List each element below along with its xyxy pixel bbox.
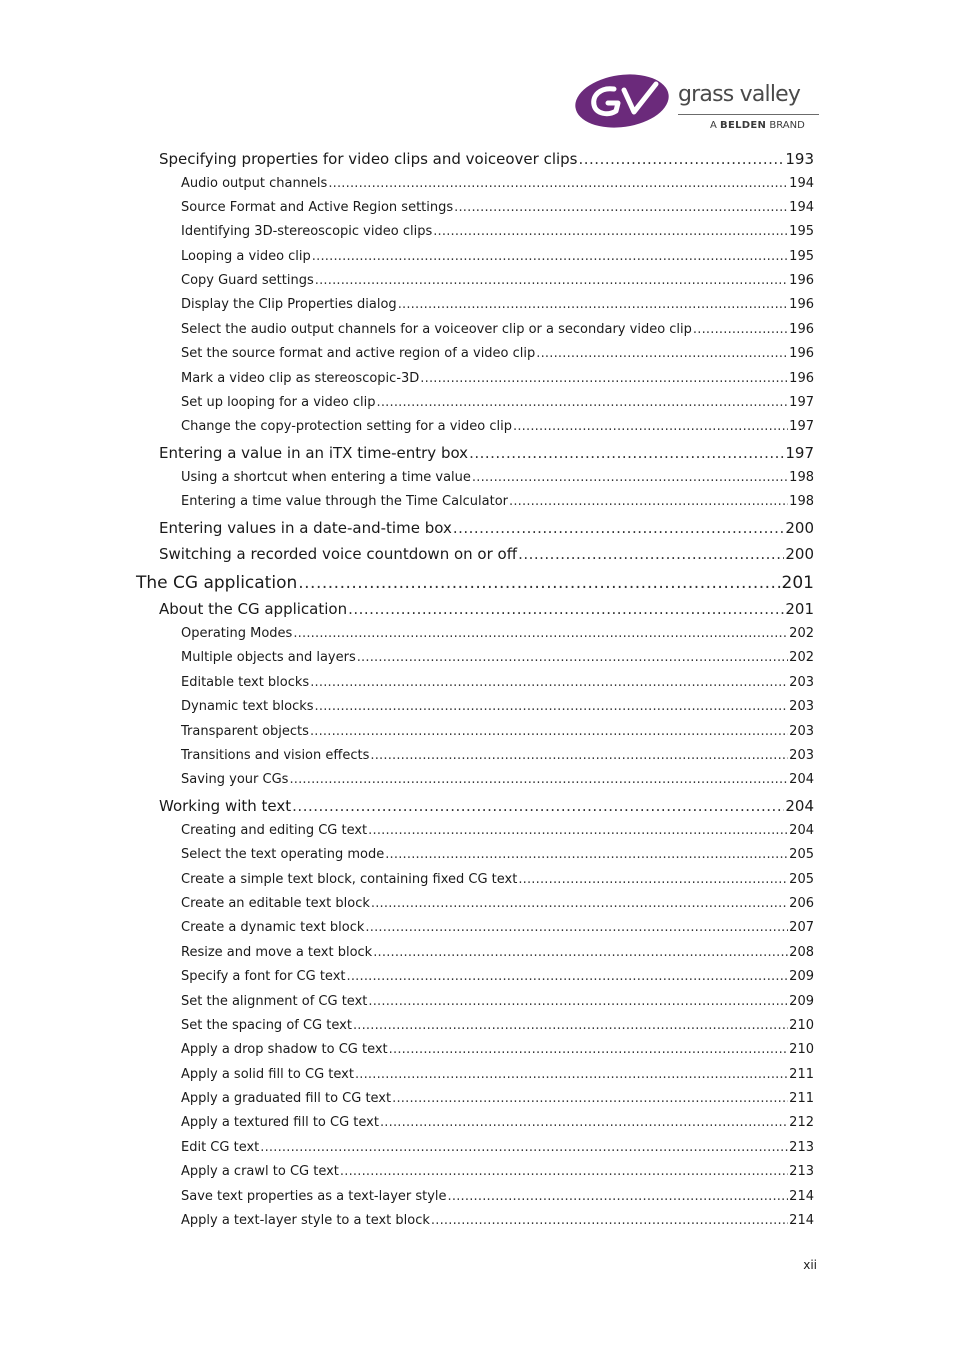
toc-entry-page: 210 bbox=[789, 1018, 814, 1033]
toc-entry-page: 213 bbox=[789, 1164, 814, 1179]
toc-entry-page: 204 bbox=[785, 797, 814, 815]
toc-entry-page: 205 bbox=[789, 872, 814, 887]
toc-dot-leader bbox=[340, 1164, 788, 1179]
toc-entry[interactable] bbox=[181, 494, 814, 509]
toc-dot-leader bbox=[693, 322, 788, 337]
toc-entry[interactable] bbox=[159, 519, 814, 537]
toc-entry[interactable] bbox=[181, 699, 814, 714]
toc-entry[interactable] bbox=[181, 1115, 814, 1130]
toc-entry-title: Set the source format and active region of a video clip bbox=[181, 346, 536, 361]
toc-entry-title: Identifying 3D-stereoscopic video clips bbox=[181, 224, 433, 239]
toc-entry-page: 207 bbox=[789, 920, 814, 935]
toc-dot-leader bbox=[328, 176, 788, 191]
toc-dot-leader bbox=[431, 1213, 788, 1228]
toc-entry-title: Select the text operating mode bbox=[181, 847, 385, 862]
toc-entry-title: Entering values in a date-and-time box bbox=[159, 519, 452, 537]
toc-entry-page: 211 bbox=[789, 1091, 814, 1106]
toc-entry-page: 197 bbox=[789, 395, 814, 410]
toc-entry-title: Entering a time value through the Time Calculator bbox=[181, 494, 509, 509]
toc-dot-leader bbox=[513, 419, 788, 434]
toc-entry-title: Audio output channels bbox=[181, 176, 328, 191]
toc-entry[interactable] bbox=[181, 249, 814, 264]
toc-entry[interactable] bbox=[181, 1018, 814, 1033]
toc-entry-title: Save text properties as a text-layer style bbox=[181, 1189, 447, 1204]
toc-dot-leader bbox=[380, 1115, 788, 1130]
toc-dot-leader bbox=[289, 772, 788, 787]
toc-entry-title: Create a simple text block, containing fixed CG text bbox=[181, 872, 518, 887]
toc-dot-leader bbox=[376, 395, 788, 410]
toc-entry-title: Set up looping for a video clip bbox=[181, 395, 376, 410]
toc-entry-page: 200 bbox=[785, 519, 814, 537]
toc-entry[interactable] bbox=[181, 969, 814, 984]
toc-entry[interactable] bbox=[181, 920, 814, 935]
toc-entry-title: Apply a graduated fill to CG text bbox=[181, 1091, 392, 1106]
toc-entry[interactable] bbox=[181, 823, 814, 838]
toc-entry[interactable] bbox=[181, 872, 814, 887]
toc-entry-title: Select the audio output channels for a voiceover clip or a secondary video clip bbox=[181, 322, 692, 337]
toc-dot-leader bbox=[292, 797, 784, 815]
toc-entry-title: Multiple objects and layers bbox=[181, 650, 356, 665]
toc-entry-title: Set the spacing of CG text bbox=[181, 1018, 352, 1033]
toc-entry[interactable] bbox=[181, 470, 814, 485]
toc-entry-page: 203 bbox=[789, 699, 814, 714]
toc-entry-title: Operating Modes bbox=[181, 626, 293, 641]
toc-entry-page: 212 bbox=[789, 1115, 814, 1130]
toc-entry-title: Change the copy-protection setting for a video clip bbox=[181, 419, 512, 434]
toc-entry[interactable] bbox=[181, 1189, 814, 1204]
toc-entry-title: The CG application bbox=[136, 573, 298, 593]
toc-entry-page: 198 bbox=[789, 494, 814, 509]
toc-entry[interactable] bbox=[181, 675, 814, 690]
toc-dot-leader bbox=[389, 1042, 789, 1057]
toc-entry-title: Specifying properties for video clips and voiceover clips bbox=[159, 150, 578, 168]
toc-dot-leader bbox=[579, 150, 785, 168]
toc-entry[interactable] bbox=[181, 1042, 814, 1057]
toc-entry-page: 194 bbox=[789, 176, 814, 191]
toc-entry-page: 197 bbox=[785, 444, 814, 462]
page-number: xii bbox=[803, 1258, 817, 1272]
toc-entry-title: Transitions and vision effects bbox=[181, 748, 370, 763]
brand-tagline-prefix: A bbox=[710, 120, 717, 131]
toc-entry-title: Create an editable text block bbox=[181, 896, 370, 911]
toc-entry[interactable] bbox=[181, 176, 814, 191]
toc-entry-page: 211 bbox=[789, 1067, 814, 1082]
toc-entry[interactable] bbox=[181, 650, 814, 665]
toc-entry[interactable] bbox=[181, 224, 814, 239]
toc-dot-leader bbox=[310, 724, 788, 739]
toc-entry-page: 214 bbox=[789, 1213, 814, 1228]
toc-dot-leader bbox=[448, 1189, 789, 1204]
toc-entry[interactable] bbox=[181, 419, 814, 434]
toc-entry-title: Specify a font for CG text bbox=[181, 969, 346, 984]
toc-entry[interactable] bbox=[181, 724, 814, 739]
toc-entry-page: 203 bbox=[789, 748, 814, 763]
toc-entry-page: 196 bbox=[789, 273, 814, 288]
toc-entry-page: 193 bbox=[785, 150, 814, 168]
toc-entry-page: 213 bbox=[789, 1140, 814, 1155]
toc-dot-leader bbox=[433, 224, 788, 239]
toc-entry-page: 209 bbox=[789, 994, 814, 1009]
toc-dot-leader bbox=[260, 1140, 788, 1155]
brand-tagline-bold: BELDEN bbox=[720, 120, 767, 131]
toc-entry-title: Apply a solid fill to CG text bbox=[181, 1067, 354, 1082]
toc-entry[interactable] bbox=[159, 545, 814, 563]
toc-entry[interactable] bbox=[159, 444, 814, 462]
toc-entry-page: 195 bbox=[789, 224, 814, 239]
toc-entry[interactable] bbox=[181, 945, 814, 960]
toc-entry-title: Saving your CGs bbox=[181, 772, 289, 787]
toc-dot-leader bbox=[469, 444, 784, 462]
toc-entry-title: Resize and move a text block bbox=[181, 945, 373, 960]
toc-entry[interactable] bbox=[181, 1091, 814, 1106]
toc-entry-page: 210 bbox=[789, 1042, 814, 1057]
toc-entry-page: 204 bbox=[789, 772, 814, 787]
grass-valley-logo bbox=[574, 72, 822, 134]
toc-entry[interactable] bbox=[181, 346, 814, 361]
brand-tagline-suffix: BRAND bbox=[769, 120, 805, 131]
toc-entry-page: 202 bbox=[789, 650, 814, 665]
toc-dot-leader bbox=[518, 545, 784, 563]
toc-dot-leader bbox=[365, 920, 788, 935]
toc-entry-title: Dynamic text blocks bbox=[181, 699, 314, 714]
toc-entry-page: 206 bbox=[789, 896, 814, 911]
toc-entry[interactable] bbox=[181, 200, 814, 215]
toc-entry-title: Copy Guard settings bbox=[181, 273, 314, 288]
toc-dot-leader bbox=[315, 273, 788, 288]
toc-entry-page: 202 bbox=[789, 626, 814, 641]
toc-entry[interactable] bbox=[181, 1067, 814, 1082]
toc-entry-page: 196 bbox=[789, 371, 814, 386]
toc-dot-leader bbox=[368, 994, 788, 1009]
toc-entry-title: Apply a drop shadow to CG text bbox=[181, 1042, 388, 1057]
toc-dot-leader bbox=[370, 748, 788, 763]
toc-entry-title: Apply a crawl to CG text bbox=[181, 1164, 339, 1179]
brand-name: grass valley bbox=[678, 82, 801, 107]
toc-entry[interactable] bbox=[181, 748, 814, 763]
toc-dot-leader bbox=[454, 200, 788, 215]
toc-entry-title: Mark a video clip as stereoscopic-3D bbox=[181, 371, 420, 386]
toc-dot-leader bbox=[298, 573, 780, 593]
toc-entry[interactable] bbox=[181, 626, 814, 641]
toc-entry-title: Apply a text-layer style to a text block bbox=[181, 1213, 430, 1228]
toc-entry-title: Display the Clip Properties dialog bbox=[181, 297, 397, 312]
toc-dot-leader bbox=[536, 346, 788, 361]
toc-entry[interactable] bbox=[159, 797, 814, 815]
toc-dot-leader bbox=[392, 1091, 788, 1106]
toc-dot-leader bbox=[346, 969, 788, 984]
toc-entry[interactable] bbox=[181, 896, 814, 911]
toc-entry-title: Set the alignment of CG text bbox=[181, 994, 368, 1009]
toc-entry-page: 196 bbox=[789, 322, 814, 337]
toc-entry[interactable] bbox=[181, 1164, 814, 1179]
toc-entry-page: 200 bbox=[785, 545, 814, 563]
toc-entry-page: 196 bbox=[789, 297, 814, 312]
toc-entry-page: 194 bbox=[789, 200, 814, 215]
toc-entry-title: Looping a video clip bbox=[181, 249, 311, 264]
toc-entry-page: 197 bbox=[789, 419, 814, 434]
brand-tagline bbox=[710, 120, 805, 131]
toc-entry[interactable] bbox=[181, 1140, 814, 1155]
toc-dot-leader bbox=[293, 626, 788, 641]
toc-entry-page: 196 bbox=[789, 346, 814, 361]
toc-dot-leader bbox=[310, 675, 788, 690]
brand-divider bbox=[678, 114, 819, 115]
toc-entry-title: About the CG application bbox=[159, 600, 348, 618]
gv-logo-icon bbox=[574, 72, 678, 130]
toc-entry-title: Entering a value in an iTX time-entry box bbox=[159, 444, 469, 462]
toc-entry-page: 209 bbox=[789, 969, 814, 984]
toc-dot-leader bbox=[453, 519, 785, 537]
toc-entry[interactable] bbox=[181, 371, 814, 386]
toc-dot-leader bbox=[472, 470, 788, 485]
toc-dot-leader bbox=[353, 1018, 788, 1033]
toc-entry[interactable] bbox=[181, 395, 814, 410]
toc-entry[interactable] bbox=[181, 847, 814, 862]
toc-entry-page: 195 bbox=[789, 249, 814, 264]
toc-entry-page: 208 bbox=[789, 945, 814, 960]
toc-dot-leader bbox=[355, 1067, 788, 1082]
toc-entry-page: 214 bbox=[789, 1189, 814, 1204]
toc-dot-leader bbox=[315, 699, 789, 714]
toc-entry-title: Create a dynamic text block bbox=[181, 920, 365, 935]
toc-entry[interactable] bbox=[181, 772, 814, 787]
toc-entry[interactable] bbox=[136, 573, 814, 593]
toc-entry[interactable] bbox=[159, 600, 814, 618]
toc-entry-title: Working with text bbox=[159, 797, 292, 815]
toc-dot-leader bbox=[371, 896, 788, 911]
toc-entry[interactable] bbox=[181, 273, 814, 288]
toc-entry-title: Creating and editing CG text bbox=[181, 823, 368, 838]
toc-dot-leader bbox=[368, 823, 788, 838]
toc-entry-page: 203 bbox=[789, 675, 814, 690]
toc-dot-leader bbox=[312, 249, 788, 264]
toc-dot-leader bbox=[357, 650, 788, 665]
toc-entry-page: 201 bbox=[785, 600, 814, 618]
toc-dot-leader bbox=[518, 872, 788, 887]
toc-entry-title: Edit CG text bbox=[181, 1140, 260, 1155]
toc-dot-leader bbox=[348, 600, 784, 618]
toc-entry-page: 204 bbox=[789, 823, 814, 838]
toc-dot-leader bbox=[398, 297, 788, 312]
toc-dot-leader bbox=[373, 945, 788, 960]
toc-entry-page: 203 bbox=[789, 724, 814, 739]
toc-entry-title: Apply a textured fill to CG text bbox=[181, 1115, 379, 1130]
toc-entry[interactable] bbox=[181, 1213, 814, 1228]
toc-dot-leader bbox=[509, 494, 788, 509]
toc-entry[interactable] bbox=[181, 994, 814, 1009]
toc-entry-page: 198 bbox=[789, 470, 814, 485]
toc-entry-page: 205 bbox=[789, 847, 814, 862]
toc-entry-title: Switching a recorded voice countdown on or off bbox=[159, 545, 518, 563]
toc-entry-page: 201 bbox=[781, 573, 814, 593]
toc-dot-leader bbox=[420, 371, 788, 386]
toc-entry-title: Using a shortcut when entering a time value bbox=[181, 470, 471, 485]
toc-entry-title: Transparent objects bbox=[181, 724, 309, 739]
toc-entry-title: Editable text blocks bbox=[181, 675, 310, 690]
toc-entry[interactable] bbox=[181, 322, 814, 337]
toc-dot-leader bbox=[385, 847, 788, 862]
toc-entry[interactable] bbox=[159, 150, 814, 168]
toc-entry[interactable] bbox=[181, 297, 814, 312]
toc-entry-title: Source Format and Active Region settings bbox=[181, 200, 454, 215]
